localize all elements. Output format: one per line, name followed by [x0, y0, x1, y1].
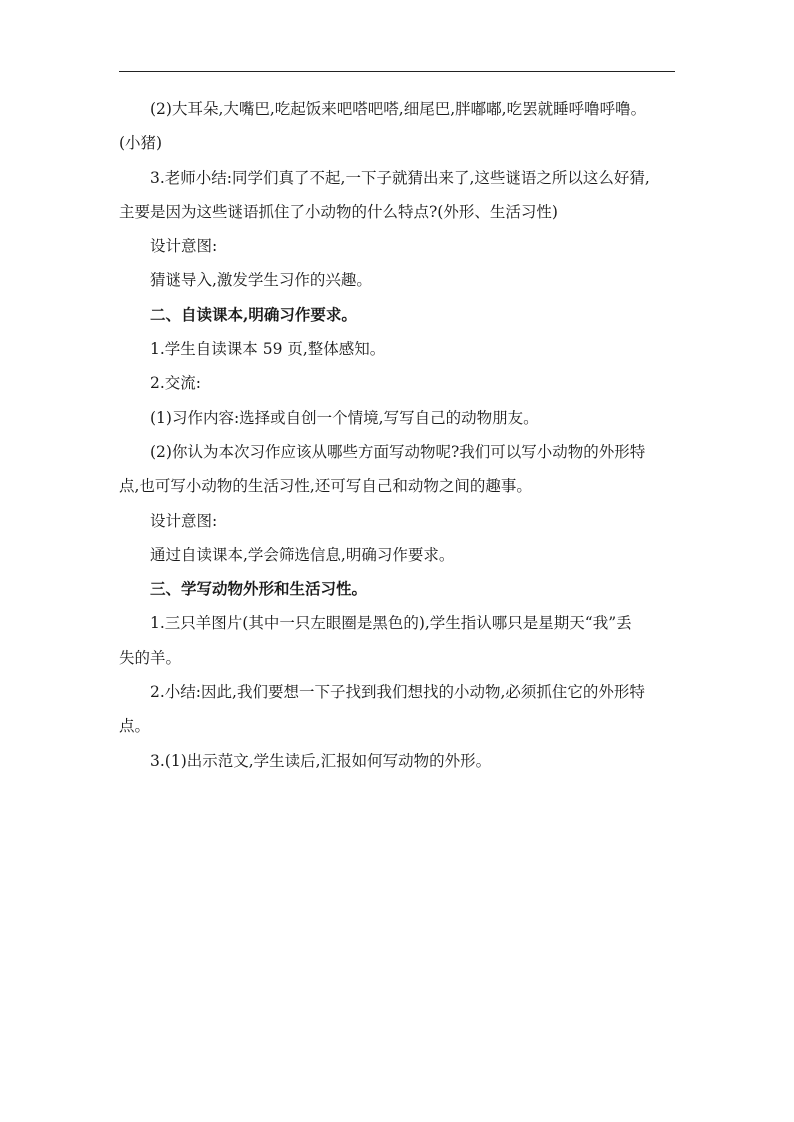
header-rule [119, 71, 675, 72]
document-body [119, 92, 675, 778]
text-line: 主要是因为这些谜语抓住了小动物的什么特点?(外形、生活习性) [119, 202, 558, 221]
text-line: (1)习作内容:选择或自创一个情境,写写自己的动物朋友。 [150, 408, 539, 427]
text-line: 点。 [119, 717, 151, 736]
text-line: 3.(1)出示范文,学生读后,汇报如何写动物的外形。 [150, 751, 492, 770]
text-line: 3.老师小结:同学们真了不起,一下子就猜出来了,这些谜语之所以这么好猜, [150, 168, 650, 187]
design-intent-label: 设计意图: [150, 511, 218, 530]
text-line: 通过自读课本,学会筛选信息,明确习作要求。 [150, 545, 455, 564]
text-line: 失的羊。 [119, 648, 182, 667]
text-line: 2.小结:因此,我们要想一下子找到我们想找的小动物,必须抓住它的外形特 [150, 683, 645, 702]
text-line: 1.学生自读课本 59 页,整体感知。 [150, 340, 386, 359]
text-line: (2)你认为本次习作应该从哪些方面写动物呢?我们可以写小动物的外形特 [150, 442, 646, 461]
section-heading: 二、自读课本,明确习作要求。 [150, 304, 357, 324]
text-line: (2)大耳朵,大嘴巴,吃起饭来吧嗒吧嗒,细尾巴,胖嘟嘟,吃罢就睡呼噜呼噜。 [150, 100, 647, 118]
text-line: 2.交流: [150, 374, 202, 393]
text-line: 点,也可写小动物的生活习性,还可写自己和动物之间的趣事。 [119, 477, 532, 496]
text-line: (小猪) [119, 134, 163, 153]
text-line: 1.三只羊图片(其中一只左眼圈是黑色的),学生指认哪只是星期天“我”丢 [150, 614, 632, 633]
design-intent-label: 设计意图: [150, 237, 218, 256]
section-heading: 三、学写动物外形和生活习性。 [150, 579, 368, 599]
text-line: 猜谜导入,激发学生习作的兴趣。 [150, 271, 372, 290]
